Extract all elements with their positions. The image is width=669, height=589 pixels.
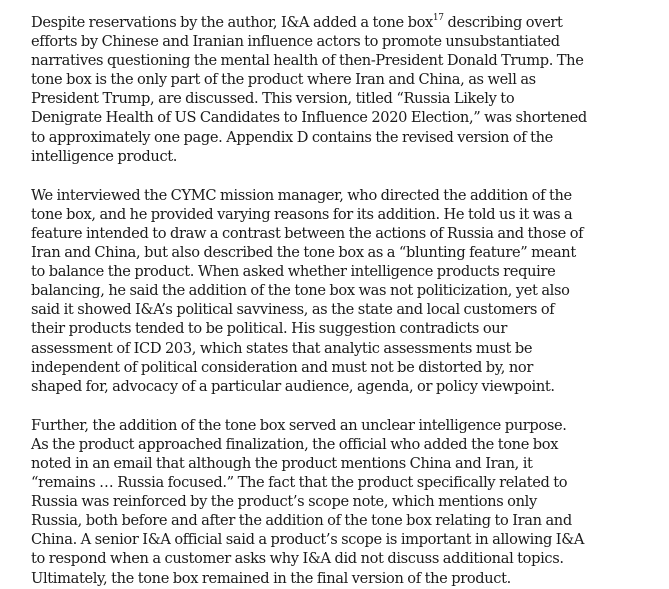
paragraph-tone-box-addition — [31, 13, 659, 166]
text-line: Russia was reinforced by the product’s scope note, which mentions only — [31, 493, 537, 511]
text-line: As the product approached finalization, the official who added the tone box — [31, 435, 559, 453]
text-line: assessment of ICD 203, which states that analytic assessments must be — [31, 339, 533, 357]
text-line: intelligence product. — [31, 147, 178, 165]
text-line: “remains … Russia focused.” The fact that the product specifically related to — [31, 474, 568, 492]
text-line: efforts by Chinese and Iranian influence actors to promote unsubstantiated — [31, 33, 560, 51]
text-line: President Trump, are discussed. This version, titled “Russia Likely to — [31, 90, 515, 108]
text-line: independent of political consideration and must not be distorted by, nor — [31, 358, 533, 376]
text-line: Denigrate Health of US Candidates to Influence 2020 Election,” was shortened — [31, 109, 587, 127]
text-line: to respond when a customer asks why I&A did not discuss additional topics. — [31, 550, 564, 568]
text-line: We interviewed the CYMC mission manager, who directed the addition of the — [31, 186, 572, 204]
text-line: tone box is the only part of the product where Iran and China, as well as — [31, 71, 536, 89]
text-line: to approximately one page. Appendix D contains the revised version of the — [31, 128, 553, 146]
text-line: China. A senior I&A official said a product’s scope is important in allowing I&A — [31, 531, 585, 549]
text-line: to balance the product. When asked whether intelligence products require — [31, 263, 556, 281]
text-line: shaped for, advocacy of a particular audience, agenda, or policy viewpoint. — [31, 377, 555, 395]
text-line: Iran and China, but also described the tone box as a “blunting feature” meant — [31, 244, 576, 262]
text-line: narratives questioning the mental health of then-President Donald Trump. The — [31, 52, 584, 70]
text-line: Ultimately, the tone box remained in the final version of the product. — [31, 569, 511, 587]
text-line: their products tended to be political. His suggestion contradicts our — [31, 320, 507, 338]
paragraph-unclear-purpose — [31, 416, 659, 588]
footnote-ref[interactable]: 17 — [432, 13, 444, 24]
text-line: Further, the addition of the tone box served an unclear intelligence purpose. — [31, 416, 567, 434]
text-line: tone box, and he provided varying reasons for its addition. He told us it was a — [31, 205, 573, 223]
text-line: said it showed I&A’s political savviness, as the state and local customers of — [31, 301, 555, 319]
text-line: balancing, he said the addition of the tone box was not politicization, yet also — [31, 282, 570, 300]
text-line: Despite reservations by the author, I&A added a tone box$^{17}$ describing overt — [31, 13, 563, 31]
document-page — [31, 13, 659, 588]
paragraph-mission-manager-interview — [31, 186, 659, 396]
text-line: noted in an email that although the product mentions China and Iran, it — [31, 454, 533, 472]
text-line: Russia, both before and after the addition of the tone box relating to Iran and — [31, 512, 572, 530]
text-line: feature intended to draw a contrast between the actions of Russia and those of — [31, 224, 584, 242]
